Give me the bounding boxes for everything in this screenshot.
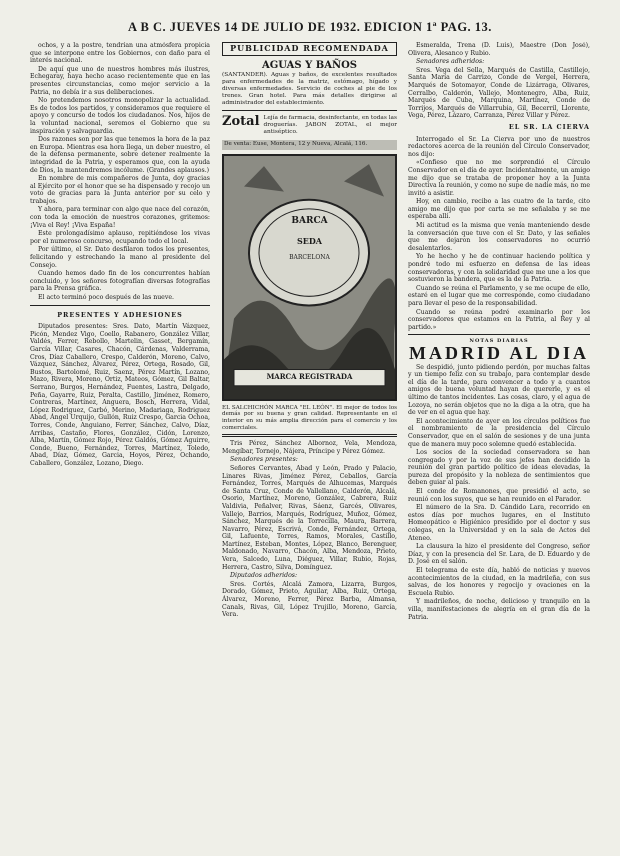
picture-label-city: BARCELONA bbox=[289, 253, 330, 261]
column-right bbox=[408, 42, 590, 842]
attendee-list: Sres. Cortés, Alcalá Zamora, Lizarra, Burgos, Dorado, Gómez, Prieto, Aguilar, Alba, Ruiz, Ortega, Álvarez, Moreno, Ferrer, Pérez Barba, Almansa, Canals, Rivas, Gil, López Trujillo, Moreno, García, Vera. bbox=[222, 580, 397, 619]
divider bbox=[222, 434, 397, 437]
paragraph: El telegrama de este día, habló de noticias y nuevos acontecimientos de la ciudad, en la madrileña, con sus salvas, de los honores y regocijo y ovaciones en la Escuela Rubio. bbox=[408, 567, 590, 597]
ad-text: (SANTANDER). Aguas y baños, de excelentes resultados para enfermedades de la matriz, estómago, hígado y diversas enfermedades. Servicio de coches al pie de los trenes. Gran hotel. Para más detalles dirigirse al administrador del establecimiento. bbox=[222, 72, 397, 107]
zotal-ad bbox=[222, 115, 397, 136]
paragraph: La clausura la hizo el presidente del Congreso, señor Díaz, y con la presencia del Sr. Lara, de D. Eduardo y de D. José en el salón. bbox=[408, 543, 590, 566]
section-label: Senadores adheridos: bbox=[416, 58, 485, 66]
paragraph: Hoy, en cambio, recibo a las cuatro de la tarde, cito amigo me dijo que por carta se me señalaba y se me esperaba allí. bbox=[408, 198, 590, 221]
paragraph: Cuando se reúna podré examinarlo por los conservadores que estamos en la Patria, al Rey y al partido.» bbox=[408, 308, 590, 331]
paragraph: No pretendemos nosotros monopolizar la actualidad. Es de todos los partidos, y consideramos que requiere el apoyo y concurso de todos los ciudadanos. Nos, hijos de la voluntad nacional, seremos el Gobierno que su inspiración y salvaguardia. bbox=[30, 97, 210, 135]
paragraph: ochos, y a la postre, tendrían una atmósfera propicia que se interpone entre los Gobiernos, con daño para el interés nacional. bbox=[30, 42, 210, 65]
ad-title: AGUAS Y BAÑOS bbox=[261, 59, 358, 71]
ad-strip: De venta: Euse, Montera, 12 y Nueva, Alcalá, 116. bbox=[222, 140, 397, 150]
column-left bbox=[30, 42, 210, 842]
paragraph: Cuando se reúna el Parlamento, y se me ocupe de ello, estaré en el lugar que me corresponde, como ciudadano para llevar el peso de la responsabilidad. bbox=[408, 284, 590, 307]
paragraph: De aquí que uno de nuestros hombres más ilustres, Echegaray, haya hecho acaso recientemente que en las presentes circunstancias, como mejor servicio a la Patria, no debía ir a sus deliberaciones. bbox=[30, 65, 210, 96]
paragraph: El conde de Romanones, que presidió el acto, se reunió con los suyos, que se han reunido en el Parador. bbox=[408, 488, 590, 503]
paragraph: Los socios de la sociedad conservadora se han congregado y por la voz de sus jefes han decidido la reunión del gran partido político de ideas elevadas, la pureza del propósito y la nobleza de sentimientos que deben guiar al país. bbox=[408, 449, 590, 487]
paragraph: Interrogado el Sr. La Cierva por uno de nuestros redactores acerca de la reunión del Círculo Conservador, nos dijo: bbox=[408, 135, 590, 158]
picture-label-bottom: MARCA REGISTRADA bbox=[266, 371, 353, 381]
picture-label-top: BARCA bbox=[291, 215, 328, 226]
paragraph: Y ahora, para terminar con algo que nace del corazón, con toda la emoción de nuestros corazones, gritemos: ¡Viva el Rey! ¡Viva España! bbox=[30, 206, 210, 229]
paragraph: El acto terminó poco después de las nueve. bbox=[38, 294, 174, 301]
picture-label-mid: SEDA bbox=[296, 235, 323, 246]
paragraph: El acontecimiento de ayer en los círculos políticos fue el nombramiento de la presidencia del Círculo Conservador, que en el salón de sesiones y de una junta que de manera muy poco solemne quedó establecida. bbox=[408, 417, 590, 448]
paragraph: «Confieso que no me sorprendió el Círculo Conservador en el día de ayer. Incidentalmente, un amigo me dijo que se trataba de proponer hoy a la Junta Directiva la reunión, y como no supe de nadie más, no me invitó a asistir. bbox=[408, 159, 590, 197]
section-heading: EL SR. LA CIERVA bbox=[508, 122, 590, 131]
paragraph: Por último, el Sr. Dato desfilaron todos los presentes, felicitando y estrechando la mano al presidente del Consejo. bbox=[30, 246, 210, 269]
paragraph: Yo he hecho y he de continuar haciendo política y pondré todo mi esfuerzo en defensa de las ideas conservadoras, y con la solidaridad que me une a los que sostuvieron la bandera, que es la de la Patria. bbox=[408, 253, 590, 284]
madrid-al-dia-title: MADRID AL DIA bbox=[408, 342, 589, 363]
section-label: Diputados adheridos: bbox=[230, 572, 298, 580]
page-header: A B C. JUEVES 14 DE JULIO DE 1932. EDICION 1ª PAG. 13. bbox=[128, 20, 492, 34]
column-middle bbox=[222, 42, 397, 842]
attendee-list: Señores Cervantes, Abad y León, Prado y Palacio, Linares Rivas, Jiménez Pérez, Ceballos, García Fernández, Torres, Marqués de Alhucemas, Marqués de Santa Cruz, Conde de Vallellano, Calderón, Alcalá, Osorio, Martínez, Moreno, González, Cabrera, Ruiz Valdivia, Peñalver, Rivas, Sáenz, Garcés, Olivares, Vallejo, Barrios, Marqués, Rodríguez, Muñoz, Gómez, Sánchez, Marqués de la Torrecilla, Maura, Barrera, Navarro, Pérez, Escrivá, Conde, Fernández, Ortega, Gil, Lafuente, Torres, Ramos, Morales, Castillo, Martínez, Esteban, Montes, López, Blanco, Berenguer, Maldonado, Navarro, Chacón, Alba, Mendoza, Prieto, Vera, Salcedo, Luna, Diéguez, Villar, Rubio, Rojas, Herrera, Castro, Silva, Domínguez. bbox=[222, 464, 397, 571]
paragraph: Y madrileños, de noche, delicioso y tranquilo en la villa, manifestaciones de alegría en el gran día de la Patria. bbox=[408, 598, 590, 621]
paragraph: El número de la Sra. D. Cándido Lara, recorrido en estos días por muchos lugares, en el Instituto Homeopático e Higiénico presidido por el doctor y sus colegas, en la Universidad y en la sala de Actos del Ateneo. bbox=[408, 504, 590, 542]
section-heading: PRESENTES Y ADHESIONES bbox=[57, 310, 183, 319]
divider bbox=[30, 305, 210, 306]
section-label: Senadores presentes: bbox=[230, 456, 298, 464]
paragraph: Se despidió, junto pidiendo perdón, por muchas faltas y un tiempo feliz con su trabajo, para contemplar desde el día de la tarde, para convencer a todo y a cuantos amigos de buena voluntad hayan de quererle, y es el último de tantos incidentes. Las cosas, claro, y el agua de Lozoya, no serán objetos que no la diga a la otra, que ha de ver en el agua que hay. bbox=[408, 363, 590, 417]
attendee-list: Diputados presentes: Sres. Dato, Martín Vázquez, Picón, Mendez Vigo, Coello, Rabanero, González Villar, Valdés, Ferrer, Rebollo, Martelin, Gasset, Bergamín, García Villar, Casares, Chacón, Cárdenas, Valderrama, Cros, Díaz Caballero, Crespo, Calderón, Moreno, Calvo, Vázquez, Sánchez, Álvarez, Pérez, Ortega, Rosado, Gil, Bustos, Bartolomé, Ruiz, Saenz, Pérez Martín, Lozano, Mazo, Rivera, Moreno, Ortiz, Mateos, Gómez, Gil Baltar, Serrano, Burgos, Hernández, Fuentes, Lastra, Delgado, Peña, Gayarre, Ruiz, Peralta, Castillo, Jiménez, Romero, Contreras, Martínez, Anguera, Bosch, Herrera, Vidal, López Rodriguez, Carbó, Merino, Madariaga, Rodriguez Abad, Ángel Urquijo, Gullón, Ruiz Crespo, Garcia Ochoa, Torres, Conde, Anguiano, Ferrer, Sánchez, Calvo, Díaz, Arribas, Castaño, Flores, González, Cidón, Lorenzo, Alba, Martín, Gómez Rojo, Pérez Galdós, Gómez Aguirre, Conde, Bueno, Fernández, Torres, Martínez, Toledo, Abad, Díaz, Gómez, Garcia, Hoyos, Pérez, Ochando, Caballero, González, Lozano, Diego. bbox=[30, 323, 210, 467]
notes-label: NOTAS DIARIAS bbox=[469, 338, 529, 345]
attendee-list: Sres. Vega del Sella, Marqués de Castilla, Castillejo, Santa María de Carrizo, Conde de Vergel, Herrera, Marqués de Sotomayor, Conde de Lizárraga, Olivares, Cerralbo, Calderón, Vallejo, Montenegro, Alba, Ruiz, Marqués de Cuba, Marquina, Martínez, Conde de Torrijos, Marqués de Villarrubia, Gil, Becerril, Llorente, Vega, Pérez, Lázaro, Carranza, Pérez Villar y Pérez. bbox=[408, 66, 590, 120]
zotal-brand: Zotal bbox=[222, 114, 260, 130]
illustration bbox=[224, 156, 395, 399]
divider bbox=[408, 334, 590, 335]
paragraph: Cuando hemos dado fin de los concurrentes habían concluido, y los señores fotografían diversas fotografías para la Prensa gráfica. bbox=[30, 270, 210, 293]
paragraph: Este prolongadísimo aplauso, repitiéndose los vivas por el numeroso concurso, ocupando todo el local. bbox=[30, 230, 210, 245]
attendee-list: Esmeralda, Trena (D. Luis), Maestre (Don José), Olivera, Alesanco y Rubio. bbox=[408, 42, 590, 57]
advertising-header: PUBLICIDAD RECOMENDADA bbox=[222, 42, 397, 56]
ad-caption: EL SALCHICHÓN MARCA "EL LEÓN". El mejor de todos los demás por su buena y gran calidad. Representante en el interior en su más amplia dirección para el comercio y los comerciales. bbox=[222, 404, 397, 431]
attendee-list: Tris Pérez, Sánchez Albornoz, Vela, Mendoza, Mengíbar, Tornejo, Nájera, Príncipe y Pérez Gómez. bbox=[222, 440, 397, 455]
paragraph: Mi actitud es la misma que venía manteniendo desde la conversación que tuve con el Sr. Dato, y las señales que me dejaron los conservadores no ocurrió desalentarlos. bbox=[408, 222, 590, 252]
paragraph: Dos razones son por las que tenemos la hora de la paz en Europa. Mientras esa hora llega, un deber nuestro, el de la defensa permanente, sobre detener realmente la integridad de la Patria, y esperamos que, con la ayuda de Dios, la mantendremos incólume. (Grandes aplausos.) bbox=[30, 136, 210, 174]
salchichon-ad-image bbox=[222, 154, 397, 401]
paragraph: En nombre de mis compañeros de Junta, doy gracias al Ejército por el honor que se ha dispensado y recojo un voto de gracias para la Junta anterior por su celo y trabajos. bbox=[30, 175, 210, 205]
divider bbox=[222, 110, 397, 111]
zotal-text: Lejía de farmacia, desinfectante, en todas las droguerías. JABON ZOTAL, el mejor antiséptico. bbox=[263, 115, 397, 136]
